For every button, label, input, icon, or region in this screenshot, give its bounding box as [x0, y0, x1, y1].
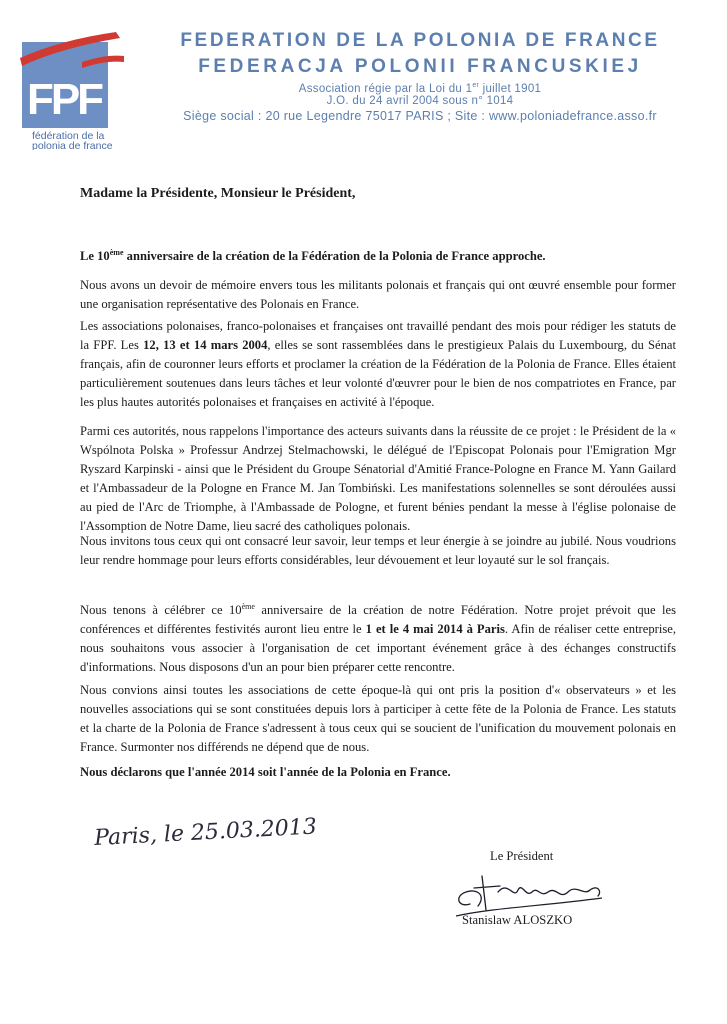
paragraph-2: Les associations polonaises, franco-polonaises et françaises ont travaillé pendant des mois pour rédiger les statuts de la FPF. Les 12, 13 et 14 mars 2004, elles se sont rassemblées dans le prestigieux Palais du Luxembourg, du Sénat français, afin de couronner leurs efforts et proclamer la création de la Fédération de la Polonia de France. Elles étaient particulièrement soutenues dans leurs tâches et leur volonté d'œuvrer pour le bien de nos compatriotes en France, par les plus hautes autorités polonaises et françaises en activité à l'époque. [80, 319, 677, 409]
signatory-role: Le Président [490, 849, 554, 863]
signatory-name: Stanislaw ALOSZKO [462, 913, 573, 927]
svg-text:FPF: FPF [26, 75, 102, 124]
salutation: Madame la Présidente, Monsieur le Président, [80, 186, 356, 201]
header-jo-line: J.O. du 24 avril 2004 sous n° 1014 [326, 95, 514, 107]
paragraph-4: Nous invitons tous ceux qui ont consacré leur savoir, leur temps et leur énergie à se joindre au jubilé. Nous voudrions leur rendre hommage pour leurs efforts considérables, leur dévouement et leur loyauté sur le sol français. [80, 534, 676, 567]
paragraph-1: Nous avons un devoir de mémoire envers tous les militants polonais et français qui ont œuvré ensemble pour former une organisation représentative des Polonais en France. [80, 278, 676, 311]
fpf-logo [20, 32, 125, 150]
paragraph-5: Nous tenons à célébrer ce 10ème anniversaire de la création de notre Fédération. Notre projet prévoit que les conférences et différentes festivités auront lieu entre le 1 et le 4 mai 2014 à Paris. Afin de réaliser cette entreprise, nous souhaitons vous associer à l'organisation de cet important événement grâce à des échanges constructifs d'informations. Nous disposons d'un an pour bien préparer cette rencontre. [80, 602, 676, 675]
org-name-french: FEDERATION DE LA POLONIA DE FRANCE [180, 30, 660, 51]
paragraph-3: Parmi ces autorités, nous rappelons l'importance des acteurs suivants dans la réussite de ce projet : le Président de la « Wspólnota Polska » Professur Andrzej Stelmachowski, le délégué de l'Episcopat Polonais pour l'Emigration Mgr Ryszard Karpinski - ainsi que le Président du Groupe Sénatorial d'Amitié France-Pologne en France M. Yann Gailard et l'Ambassadeur de la Pologne en France M. Jan Tombiński. Les manifestations solennelles se sont déroulées aussi au pied de l'Arc de Triomphe, à l'Ambassade de Pologne, et furent bénies pendant la messe à l'église polonaise de l'Assomption de Notre Dame, lieu sacré des catholiques polonais. [80, 424, 676, 533]
paragraph-6: Nous convions ainsi toutes les associations de cette époque-là qui ont pris la position d'« observateurs » et les nouvelles associations qui se sont constituées depuis lors à participer à cette fête de la Polonia de France. Les statuts et la charte de la Polonia de France s'adressent à tous ceux qui se soucient de l'unification du mouvement polonais en France. Surmonter nos différends ne dépend que de nous. [80, 683, 676, 754]
logo-caption-1: fédération de la [32, 130, 105, 142]
closing-statement: Nous déclarons que l'année 2014 soit l'année de la Polonia en France. [80, 765, 451, 779]
svg-text:Paris, le 25.03.2013: Paris, le 25.03.2013 [93, 814, 318, 852]
handwritten-date [90, 805, 330, 855]
logo-caption-2: polonia de france [32, 140, 113, 150]
anniversary-heading: Le 10ème anniversaire de la création de la Fédération de la Polonia de France approche. [80, 248, 546, 264]
header-address-line: Siège social : 20 rue Legendre 75017 PARIS ; Site : www.poloniadefrance.asso.fr [183, 109, 657, 123]
header-law-line: Association régie par la Loi du 1er juillet 1901 [298, 82, 542, 95]
org-name-polish: FEDERACJA POLONII FRANCUSKIEJ [198, 56, 642, 77]
